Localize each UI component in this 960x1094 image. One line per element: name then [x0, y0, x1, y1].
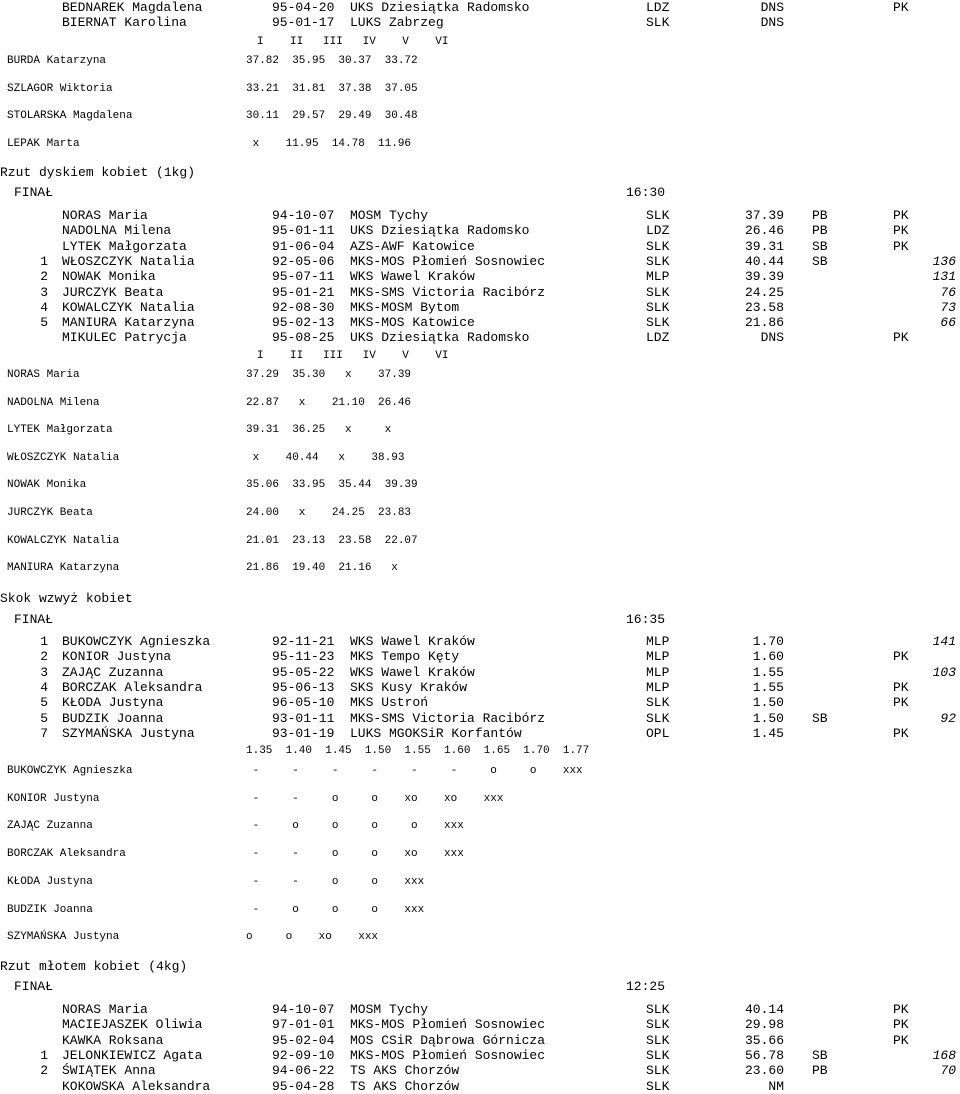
series-athlete-name: KOWALCZYK Natalia: [7, 534, 120, 547]
record-note: PB: [812, 208, 828, 223]
result-value: DNS: [760, 330, 784, 346]
club-name: UKS Dziesiątka Radomsko: [350, 330, 530, 346]
record-note: PB: [812, 1063, 828, 1079]
series-athlete-name: NOWAK Monika: [7, 479, 87, 492]
series-athlete-name: LEPAK Marta: [7, 138, 80, 151]
region-code: SLK: [646, 1017, 670, 1033]
series-attempts: - o o o xxx: [246, 903, 425, 916]
birth-date: 94-10-07: [272, 208, 335, 223]
place-number: 2: [40, 269, 48, 285]
club-name: WKS Wawel Kraków: [350, 634, 475, 649]
birth-date: 93-01-11: [272, 710, 335, 726]
result-value: 1.50: [752, 710, 784, 726]
series-attempts: 24.00 x 24.25 23.83: [246, 507, 412, 519]
region-code: SLK: [646, 1002, 670, 1017]
region-code: SLK: [646, 284, 670, 300]
status-note: PK: [893, 1002, 909, 1017]
series-athlete-name: BUDZIK Joanna: [7, 903, 93, 916]
status-note: PK: [893, 695, 909, 711]
result-value: 1.60: [752, 649, 784, 665]
region-code: MLP: [646, 664, 670, 680]
result-value: 23.60: [744, 1063, 784, 1079]
region-code: SLK: [646, 1063, 670, 1079]
result-value: 24.25: [744, 284, 784, 300]
status-note: PK: [893, 208, 909, 223]
birth-date: 92-09-10: [272, 1047, 335, 1063]
result-value: 56.78: [744, 1047, 784, 1063]
place-number: 4: [40, 679, 48, 695]
place-number: 1: [40, 634, 48, 649]
place-number: 5: [40, 315, 48, 331]
birth-date: 95-01-11: [272, 223, 335, 239]
section-title-discus: Rzut dyskiem kobiet (1kg): [0, 165, 196, 180]
status-note: PK: [893, 649, 909, 665]
birth-date: 94-06-22: [272, 1063, 335, 1079]
region-code: SLK: [646, 208, 670, 223]
result-value: 23.58: [744, 299, 784, 315]
series-attempts: - - o o xo xo xxx: [246, 792, 504, 805]
athlete-name: SZYMAŃSKA Justyna: [62, 725, 195, 741]
athlete-name: JELONKIEWICZ Agata: [62, 1047, 203, 1063]
region-code: SLK: [646, 315, 670, 331]
points-value: 66: [940, 315, 956, 331]
athlete-name: NORAS Maria: [62, 208, 148, 223]
region-code: LDZ: [646, 330, 670, 346]
athlete-name: BIERNAT Karolina: [62, 15, 187, 30]
points-value: 141: [932, 634, 956, 649]
series-athlete-name: ZAJĄC Zuzanna: [7, 820, 93, 833]
region-code: SLK: [646, 710, 670, 726]
result-value: 1.45: [752, 725, 784, 741]
birth-date: 93-01-19: [272, 725, 335, 741]
club-name: MOS CSiR Dąbrowa Górnicza: [350, 1032, 546, 1048]
start-time: 12:25: [626, 979, 666, 994]
series-attempts: x 11.95 14.78 11.96: [246, 138, 412, 151]
result-value: 40.44: [744, 253, 784, 269]
region-code: LDZ: [646, 0, 670, 15]
series-attempts: 37.82 35.95 30.37 33.72: [246, 55, 418, 67]
athlete-name: LYTEK Małgorzata: [62, 238, 187, 254]
points-value: 103: [932, 664, 956, 680]
status-note: PK: [893, 1017, 909, 1033]
birth-date: 95-01-17: [272, 15, 335, 30]
series-athlete-name: MANIURA Katarzyna: [7, 562, 120, 575]
place-number: 7: [40, 725, 48, 741]
region-code: SLK: [646, 15, 670, 30]
club-name: MKS-MOSM Bytom: [350, 299, 460, 315]
status-note: PK: [893, 0, 909, 15]
status-note: PK: [893, 223, 909, 239]
region-code: MLP: [646, 634, 670, 649]
series-athlete-name: BORCZAK Aleksandra: [7, 848, 126, 861]
club-name: MKS Ustroń: [350, 695, 429, 711]
place-number: 4: [40, 299, 48, 315]
result-value: 1.70: [752, 634, 784, 649]
athlete-name: KOWALCZYK Natalia: [62, 299, 195, 315]
athlete-name: BORCZAK Aleksandra: [62, 679, 203, 695]
region-code: LDZ: [646, 223, 670, 239]
series-athlete-name: KŁODA Justyna: [7, 875, 93, 888]
birth-date: 95-11-23: [272, 649, 335, 665]
status-note: PK: [893, 330, 909, 346]
birth-date: 92-11-21: [272, 634, 335, 649]
birth-date: 95-02-04: [272, 1032, 335, 1048]
birth-date: 92-05-06: [272, 253, 335, 269]
series-athlete-name: LYTEK Małgorzata: [7, 424, 113, 437]
birth-date: 95-02-13: [272, 315, 335, 331]
series-athlete-name: KONIOR Justyna: [7, 792, 100, 805]
series-header: I II III IV V VI: [257, 36, 449, 48]
birth-date: 97-01-01: [272, 1017, 335, 1033]
result-value: 39.31: [744, 238, 784, 254]
athlete-name: NORAS Maria: [62, 1002, 148, 1017]
region-code: SLK: [646, 695, 670, 711]
club-name: SKS Kusy Kraków: [350, 679, 468, 695]
status-note: PK: [893, 238, 909, 254]
points-value: 76: [940, 284, 956, 300]
club-name: WKS Wawel Kraków: [350, 269, 475, 285]
club-name: MKS-MOS Płomień Sosnowiec: [350, 253, 546, 269]
result-value: DNS: [760, 15, 784, 30]
club-name: MOSM Tychy: [350, 1002, 429, 1017]
record-note: SB: [812, 1047, 828, 1063]
series-athlete-name: BURDA Katarzyna: [7, 55, 107, 67]
place-number: 1: [40, 253, 48, 269]
series-athlete-name: NADOLNA Milena: [7, 396, 100, 409]
club-name: MKS-MOS Katowice: [350, 315, 475, 331]
athlete-name: NOWAK Monika: [62, 269, 156, 285]
section-title-hammer: Rzut młotem kobiet (4kg): [0, 959, 188, 974]
athlete-name: MANIURA Katarzyna: [62, 315, 195, 331]
athlete-name: KOKOWSKA Aleksandra: [62, 1078, 211, 1094]
result-value: 21.86: [744, 315, 784, 331]
athlete-name: WŁOSZCZYK Natalia: [62, 253, 195, 269]
birth-date: 95-05-22: [272, 664, 335, 680]
athlete-name: BUDZIK Joanna: [62, 710, 164, 726]
section-title-highjump: Skok wzwyż kobiet: [0, 591, 133, 606]
club-name: MKS Tempo Kęty: [350, 649, 460, 665]
record-note: SB: [812, 710, 828, 726]
athlete-name: JURCZYK Beata: [62, 284, 164, 300]
birth-date: 95-04-28: [272, 1078, 335, 1094]
place-number: 5: [40, 695, 48, 711]
result-value: 35.66: [744, 1032, 784, 1048]
result-value: 1.50: [752, 695, 784, 711]
birth-date: 95-07-11: [272, 269, 335, 285]
region-code: SLK: [646, 253, 670, 269]
result-value: 29.98: [744, 1017, 784, 1033]
series-athlete-name: SZYMAŃSKA Justyna: [7, 931, 120, 944]
club-name: LUKS MGOKSiR Korfantów: [350, 725, 522, 741]
birth-date: 92-08-30: [272, 299, 335, 315]
club-name: MKS-SMS Victoria Racibórz: [350, 284, 546, 300]
athlete-name: BUKOWCZYK Agnieszka: [62, 634, 211, 649]
region-code: SLK: [646, 1032, 670, 1048]
athlete-name: KONIOR Justyna: [62, 649, 172, 665]
series-athlete-name: SZLAGOR Wiktoria: [7, 82, 113, 95]
series-attempts: - - o o xxx: [246, 875, 425, 888]
region-code: MLP: [646, 679, 670, 695]
status-note: PK: [893, 725, 909, 741]
birth-date: 95-04-20: [272, 0, 335, 15]
result-value: 26.46: [744, 223, 784, 239]
series-attempts: 35.06 33.95 35.44 39.39: [246, 479, 418, 492]
birth-date: 91-06-04: [272, 238, 335, 254]
result-value: 40.14: [744, 1002, 784, 1017]
series-attempts: 37.29 35.30 x 37.39: [246, 369, 412, 381]
result-value: NM: [768, 1078, 784, 1094]
result-value: 39.39: [744, 269, 784, 285]
birth-date: 96-05-10: [272, 695, 335, 711]
series-attempts: 21.86 19.40 21.16 x: [246, 562, 398, 575]
series-athlete-name: JURCZYK Beata: [7, 507, 93, 519]
club-name: UKS Dziesiątka Radomsko: [350, 0, 530, 15]
final-label: FINAŁ: [14, 979, 54, 994]
final-label: FINAŁ: [14, 185, 54, 200]
athlete-name: MIKULEC Patrycja: [62, 330, 187, 346]
club-name: AZS-AWF Katowice: [350, 238, 475, 254]
points-value: 168: [932, 1047, 956, 1063]
place-number: 1: [40, 1047, 48, 1063]
record-note: PB: [812, 223, 828, 239]
place-number: 5: [40, 710, 48, 726]
club-name: MKS-MOS Płomień Sosnowiec: [350, 1017, 546, 1033]
result-value: 1.55: [752, 664, 784, 680]
place-number: 2: [40, 649, 48, 665]
region-code: SLK: [646, 1078, 670, 1094]
record-note: SB: [812, 238, 828, 254]
club-name: MOSM Tychy: [350, 208, 429, 223]
club-name: MKS-SMS Victoria Racibórz: [350, 710, 546, 726]
birth-date: 94-10-07: [272, 1002, 335, 1017]
series-athlete-name: STOLARSKA Magdalena: [7, 110, 133, 123]
heights-header: 1.35 1.40 1.45 1.50 1.55 1.60 1.65 1.70 1.77: [246, 745, 590, 757]
series-attempts: - - o o xo xxx: [246, 848, 464, 861]
club-name: MKS-MOS Płomień Sosnowiec: [350, 1047, 546, 1063]
series-attempts: 30.11 29.57 29.49 30.48: [246, 110, 418, 123]
athlete-name: BEDNAREK Magdalena: [62, 0, 203, 15]
club-name: TS AKS Chorzów: [350, 1063, 460, 1079]
place-number: 3: [40, 664, 48, 680]
athlete-name: ŚWIĄTEK Anna: [62, 1063, 156, 1079]
series-attempts: 22.87 x 21.10 26.46: [246, 396, 412, 409]
region-code: SLK: [646, 299, 670, 315]
region-code: MLP: [646, 649, 670, 665]
record-note: SB: [812, 253, 828, 269]
region-code: SLK: [646, 1047, 670, 1063]
points-value: 136: [932, 253, 956, 269]
series-attempts: - o o o o xxx: [246, 820, 464, 833]
series-attempts: x 40.44 x 38.93: [246, 451, 405, 464]
club-name: UKS Dziesiątka Radomsko: [350, 223, 530, 239]
region-code: MLP: [646, 269, 670, 285]
club-name: LUKS Zabrzeg: [350, 15, 444, 30]
athlete-name: ZAJĄC Zuzanna: [62, 664, 164, 680]
place-number: 2: [40, 1063, 48, 1079]
series-attempts: 39.31 36.25 x x: [246, 424, 392, 437]
series-athlete-name: WŁOSZCZYK Natalia: [7, 451, 120, 464]
series-attempts: o o xo xxx: [246, 931, 379, 944]
points-value: 70: [940, 1063, 956, 1079]
birth-date: 95-08-25: [272, 330, 335, 346]
series-athlete-name: BUKOWCZYK Agnieszka: [7, 765, 133, 777]
start-time: 16:35: [626, 612, 666, 627]
birth-date: 95-01-21: [272, 284, 335, 300]
start-time: 16:30: [626, 185, 666, 200]
athlete-name: NADOLNA Milena: [62, 223, 172, 239]
athlete-name: KAWKA Roksana: [62, 1032, 164, 1048]
final-label: FINAŁ: [14, 612, 54, 627]
status-note: PK: [893, 679, 909, 695]
points-value: 73: [940, 299, 956, 315]
club-name: TS AKS Chorzów: [350, 1078, 460, 1094]
club-name: WKS Wawel Kraków: [350, 664, 475, 680]
athlete-name: MACIEJASZEK Oliwia: [62, 1017, 203, 1033]
region-code: OPL: [646, 725, 670, 741]
place-number: 3: [40, 284, 48, 300]
series-athlete-name: NORAS Maria: [7, 369, 80, 381]
result-value: 1.55: [752, 679, 784, 695]
athlete-name: KŁODA Justyna: [62, 695, 164, 711]
points-value: 131: [932, 269, 956, 285]
series-attempts: 21.01 23.13 23.58 22.07: [246, 534, 418, 547]
result-value: 37.39: [744, 208, 784, 223]
series-header: I II III IV V VI: [257, 350, 449, 362]
series-attempts: 33.21 31.81 37.38 37.05: [246, 82, 418, 95]
status-note: PK: [893, 1032, 909, 1048]
region-code: SLK: [646, 238, 670, 254]
points-value: 92: [940, 710, 956, 726]
series-attempts: - - - - - - o o xxx: [246, 765, 583, 777]
result-value: DNS: [760, 0, 784, 15]
birth-date: 95-06-13: [272, 679, 335, 695]
